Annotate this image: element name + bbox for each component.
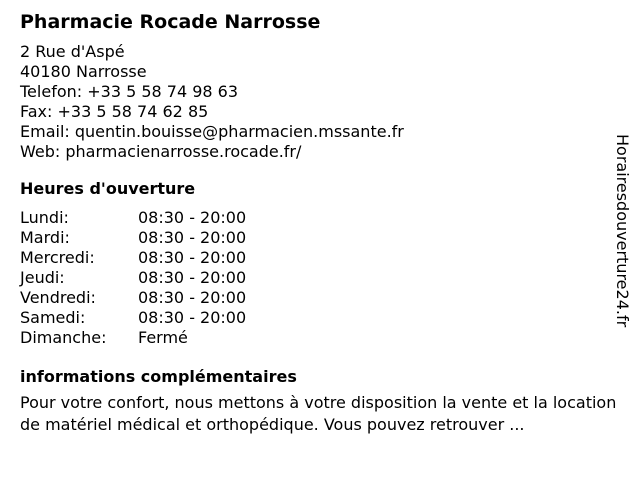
pharmacy-name: Pharmacie Rocade Narrosse <box>20 11 321 33</box>
hours-row-lundi <box>20 208 610 228</box>
hours-row-dimanche <box>20 328 610 348</box>
pharmacy-card <box>20 8 617 436</box>
hours-row-vendredi <box>20 288 610 308</box>
address-city: 40180 Narrosse <box>20 62 147 81</box>
phone-number: Telefon: +33 5 58 74 98 63 <box>20 82 239 101</box>
day-label: Jeudi: <box>20 268 65 287</box>
day-time: 08:30 - 20:00 <box>138 248 247 267</box>
hours-row-mercredi <box>20 248 610 268</box>
additional-info-title: informations complémentaires <box>20 367 297 386</box>
hours-row-samedi <box>20 308 610 328</box>
additional-info-text: Pour votre confort, nous mettons à votre disposition la vente et la location de matériel médical et orthopédique. Vous pouvez retrouver ... <box>20 393 617 434</box>
address-street: 2 Rue d'Aspé <box>20 42 125 61</box>
site-watermark: Horairesdouverture24.fr <box>613 134 632 328</box>
day-label: Mercredi: <box>20 248 95 267</box>
day-label: Samedi: <box>20 308 86 327</box>
fax-number: Fax: +33 5 58 74 62 85 <box>20 102 209 121</box>
day-time: 08:30 - 20:00 <box>138 208 247 227</box>
day-label: Dimanche: <box>20 328 107 347</box>
hours-row-mardi <box>20 228 610 248</box>
opening-hours-list <box>20 208 610 348</box>
hours-row-jeudi <box>20 268 610 288</box>
day-time: 08:30 - 20:00 <box>138 228 247 247</box>
day-label: Vendredi: <box>20 288 96 307</box>
email-address: Email: quentin.bouisse@pharmacien.mssante.fr <box>20 122 404 141</box>
day-label: Mardi: <box>20 228 70 247</box>
day-time: Fermé <box>138 328 188 347</box>
day-label: Lundi: <box>20 208 69 227</box>
day-time: 08:30 - 20:00 <box>138 268 247 287</box>
day-time: 08:30 - 20:00 <box>138 308 247 327</box>
website-link: Web: pharmacienarrosse.rocade.fr/ <box>20 142 302 161</box>
day-time: 08:30 - 20:00 <box>138 288 247 307</box>
opening-hours-title: Heures d'ouverture <box>20 179 196 198</box>
